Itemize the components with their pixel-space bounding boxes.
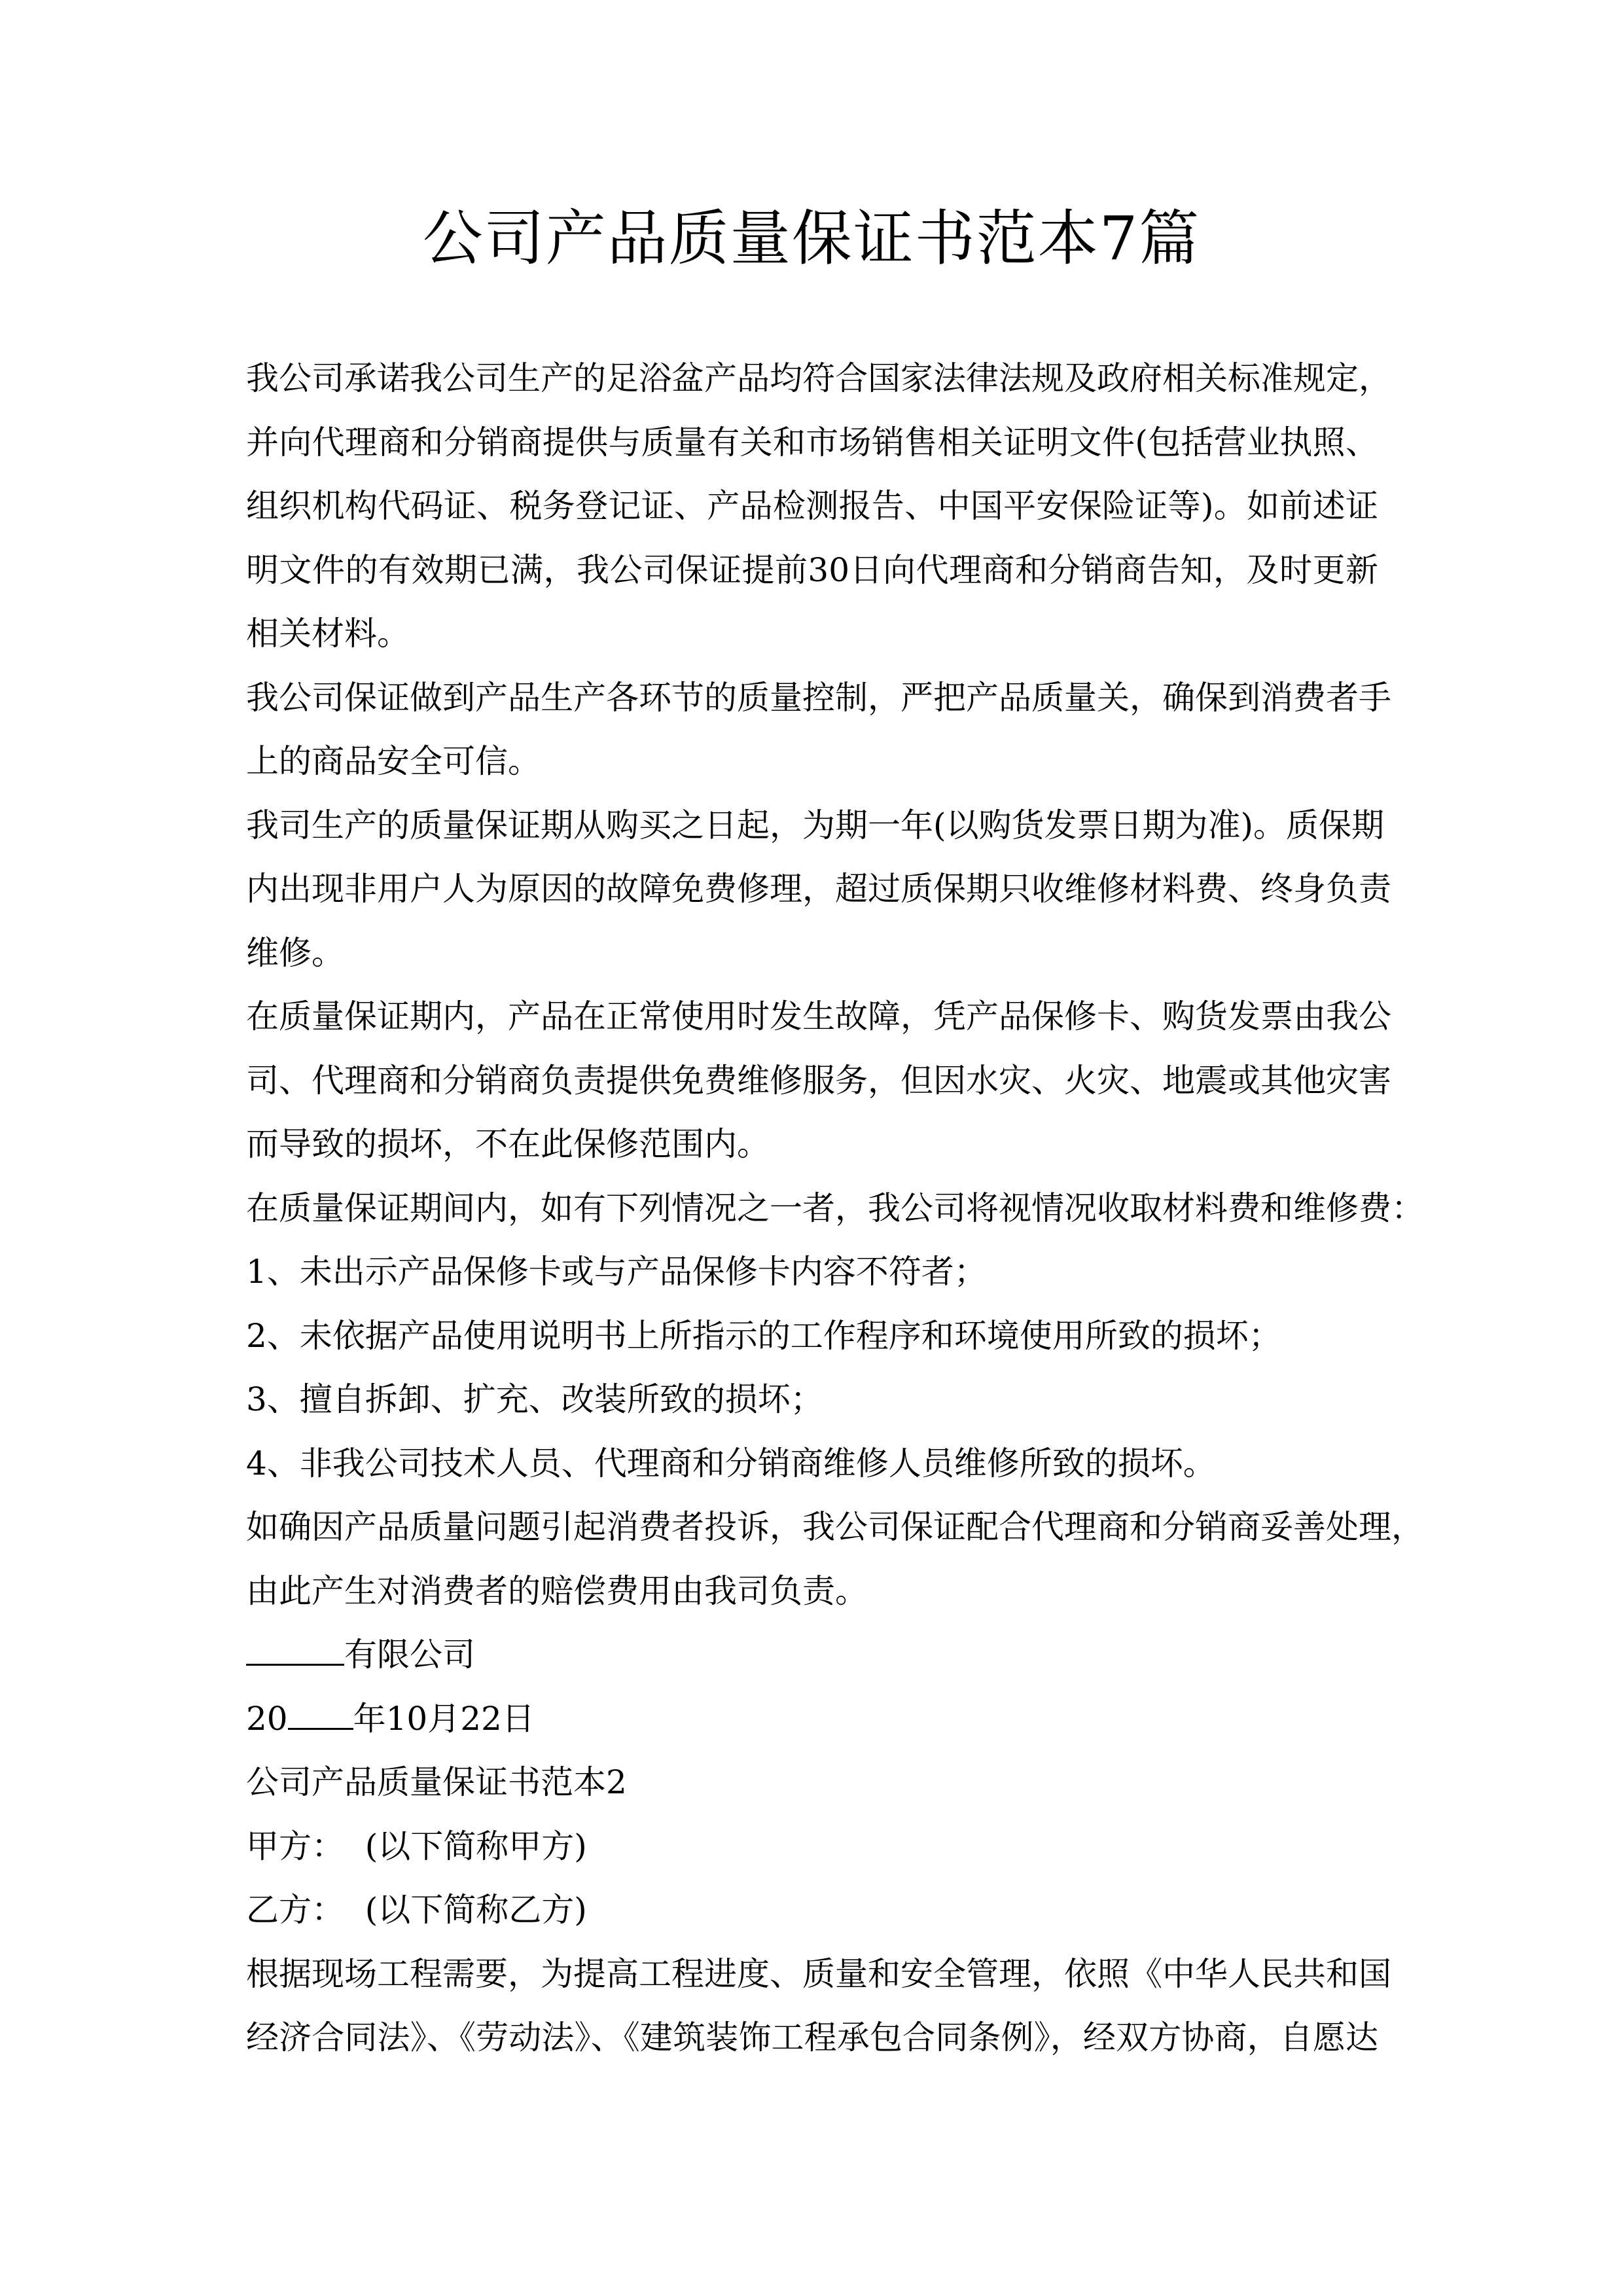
document-title: 公司产品质量保证书范本7篇 bbox=[422, 204, 1201, 274]
text-line: 由此产生对消费者的赔偿费用由我司负责。 bbox=[246, 1571, 868, 1610]
text-line: 内出现非用户人为原因的故障免费修理，超过质保期只收维修材料费、终身负责 bbox=[246, 870, 1391, 908]
paragraph-commitment bbox=[246, 347, 1391, 666]
text-line: 我公司承诺我公司生产的足浴盆产品均符合国家法律法规及政府相关标准规定， bbox=[246, 359, 1391, 397]
section-heading: 公司产品质量保证书范本2 bbox=[246, 1763, 627, 1801]
company-suffix: 有限公司 bbox=[344, 1636, 475, 1674]
date-prefix: 20 bbox=[246, 1699, 288, 1738]
paragraph-quality-control bbox=[246, 666, 1391, 794]
text-line: 明文件的有效期已满，我公司保证提前30日向代理商和分销商告知，及时更新 bbox=[246, 550, 1378, 589]
year-blank[interactable] bbox=[288, 1699, 353, 1730]
text-line: 如确因产品质量问题引起消费者投诉，我公司保证配合代理商和分销商妥善处理， bbox=[246, 1508, 1424, 1546]
paragraph-charge-conditions bbox=[246, 1177, 1424, 1241]
list-item: 1、未出示产品保修卡或与产品保修卡内容不符者； bbox=[246, 1253, 987, 1291]
paragraph-complaints bbox=[246, 1496, 1424, 1623]
list-item: 4、非我公司技术人员、代理商和分销商维修人员维修所致的损坏。 bbox=[246, 1444, 1216, 1482]
party-b-line: 乙方： (以下简称乙方) bbox=[246, 1891, 587, 1929]
paragraph-warranty-period bbox=[246, 794, 1391, 986]
conditions-list bbox=[246, 1240, 1378, 1496]
date-line bbox=[246, 1687, 1378, 1751]
company-name-blank[interactable] bbox=[246, 1635, 344, 1666]
text-line: 我司生产的质量保证期从购买之日起，为期一年(以购货发票日期为准)。质保期 bbox=[246, 806, 1385, 844]
text-line: 相关材料。 bbox=[246, 615, 410, 653]
text-line: 在质量保证期间内，如有下列情况之一者，我公司将视情况收取材料费和维修费： bbox=[246, 1189, 1424, 1227]
party-a-line: 甲方： (以下简称甲方) bbox=[246, 1827, 587, 1865]
paragraph-free-repair bbox=[246, 985, 1391, 1177]
text-line: 我公司保证做到产品生产各环节的质量控制，严把产品质量关，确保到消费者手 bbox=[246, 678, 1391, 717]
company-signature-line bbox=[246, 1623, 1378, 1687]
signature-block bbox=[246, 1623, 1378, 1751]
text-line: 根据现场工程需要，为提高工程进度、质量和安全管理，依照《中华人民共和国 bbox=[246, 1954, 1391, 1993]
date-suffix: 年10月22日 bbox=[353, 1699, 535, 1738]
list-item: 2、未依据产品使用说明书上所指示的工作程序和环境使用所致的损坏； bbox=[246, 1316, 1281, 1355]
text-line: 而导致的损坏，不在此保修范围内。 bbox=[246, 1125, 770, 1163]
section-2 bbox=[246, 1751, 1391, 2070]
text-line: 在质量保证期内，产品在正常使用时发生故障，凭产品保修卡、购货发票由我公 bbox=[246, 997, 1391, 1035]
text-line: 经济合同法》、《劳动法》、《建筑装饰工程承包合同条例》，经双方协商，自愿达 bbox=[246, 2018, 1378, 2056]
text-line: 组织机构代码证、税务登记证、产品检测报告、中国平安保险证等)。如前述证 bbox=[246, 487, 1378, 525]
list-item: 3、擅自拆卸、扩充、改装所致的损坏； bbox=[246, 1380, 823, 1418]
text-line: 并向代理商和分销商提供与质量有关和市场销售相关证明文件(包括营业执照、 bbox=[246, 423, 1378, 461]
text-line: 司、代理商和分销商负责提供免费维修服务，但因水灾、火灾、地震或其他灾害 bbox=[246, 1061, 1391, 1100]
text-line: 维修。 bbox=[246, 933, 344, 972]
text-line: 上的商品安全可信。 bbox=[246, 742, 541, 780]
document-body bbox=[246, 347, 1424, 2070]
